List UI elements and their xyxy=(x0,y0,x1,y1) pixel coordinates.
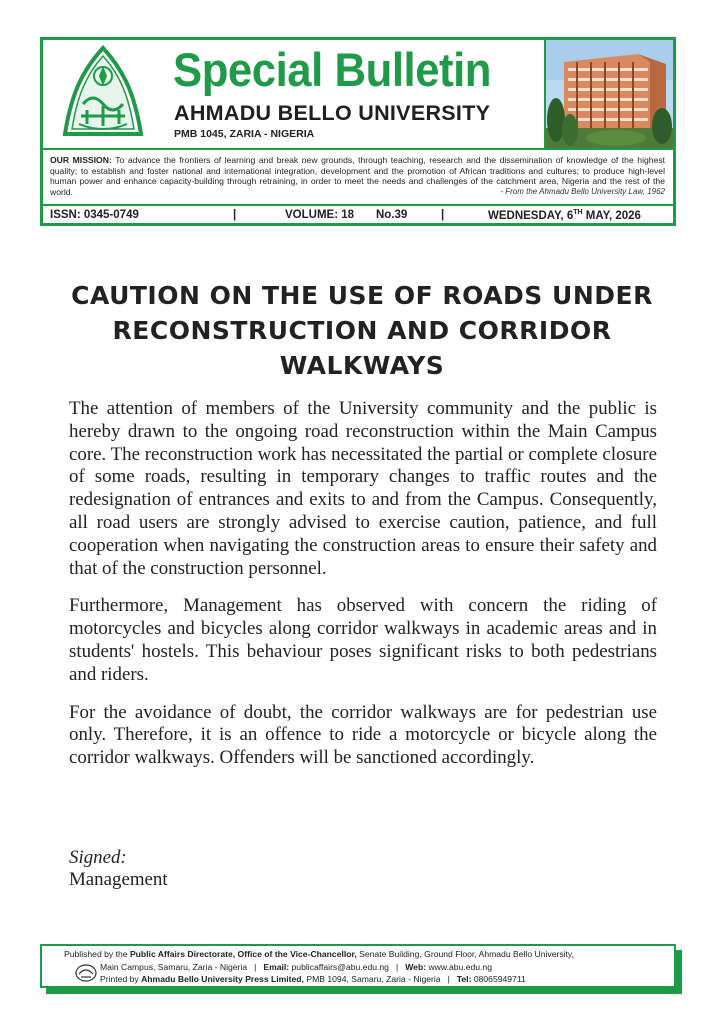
date-day: WEDNESDAY, 6 xyxy=(488,209,574,222)
article-paragraph: The attention of members of the University community and the public is hereby drawn to the ongoing road reconstruction within the Main Campus core. The reconstruction work has necessitated the partial or complete closure of some roads, resulting in temporary changes to traffic routes and the redesignation of entrances and exits to and from the Campus. Consequently, all road users are strongly advised to exercise caution, patience, and full cooperation when navigating the construction areas to ensure their safety and that of the construction personnel. xyxy=(69,398,657,579)
issn: ISSN: 0345-0749 xyxy=(50,209,139,221)
mission-label: OUR MISSION: xyxy=(50,155,112,165)
press-logo-icon xyxy=(74,962,98,984)
footer-divider: | xyxy=(447,974,450,984)
masthead-top xyxy=(43,40,673,148)
article-body xyxy=(69,398,657,785)
footer-printed-prefix: Printed by xyxy=(100,974,142,984)
issue-date xyxy=(488,209,641,222)
footer-printer: Ahmadu Bello University Press Limited, xyxy=(141,974,304,984)
signed-by: Management xyxy=(69,869,168,890)
issue-divider: | xyxy=(233,209,237,221)
date-month-year: MAY, 2026 xyxy=(582,209,641,222)
footer-published-address: Senate Building, Ground Floor, Ahmadu Bello University, xyxy=(356,949,574,959)
footer xyxy=(40,944,676,988)
article-paragraph: For the avoidance of doubt, the corridor walkways are for pedestrian use only. Therefore, it is an offence to ride a motorcycle or bicycle along the corridor walkways. Offenders will be sanctioned accordingly. xyxy=(69,701,657,769)
article-headline: CAUTION ON THE USE OF ROADS UNDER RECONSTRUCTION AND CORRIDOR WALKWAYS xyxy=(71,281,653,380)
footer-email: publicaffairs@abu.edu.ng xyxy=(289,962,389,972)
footer-published-prefix: Published by the xyxy=(64,949,130,959)
signature-block xyxy=(69,847,168,891)
university-logo-icon xyxy=(53,44,153,144)
university-name: AHMADU BELLO UNIVERSITY xyxy=(174,101,491,125)
date-suffix-sup: TH xyxy=(573,209,583,216)
building-photo-image xyxy=(546,40,673,148)
footer-web-label: Web: xyxy=(405,962,427,972)
university-address: PMB 1045, ZARIA - NIGERIA xyxy=(174,128,315,140)
footer-tel-label: Tel: xyxy=(456,974,472,984)
footer-contact-line xyxy=(100,962,492,972)
article-paragraph: Furthermore, Management has observed with concern the riding of motorcycles and bicycles along corridor walkways in academic areas and in students' hostels. This behaviour poses significant risks to both pedestrians and riders. xyxy=(69,595,657,685)
issue-info-bar xyxy=(43,204,673,223)
footer-divider: | xyxy=(254,962,257,972)
signed-label: Signed: xyxy=(69,847,127,868)
mission-statement xyxy=(43,150,673,197)
footer-published-line xyxy=(64,949,574,959)
footer-tel: 08065949711 xyxy=(471,974,526,984)
footer-campus: Main Campus, Samaru, Zaria - Nigeria xyxy=(100,962,248,972)
building-photo xyxy=(544,40,673,148)
mission-text: To advance the frontiers of learning and break new grounds, through teaching, research and the dissemination of knowledge of the highest quality; to establish and foster national and international integration, development and the promotion of African traditions and cultures; to produce high-level human power and enhance capacity-building through retraining, in order to meet the needs and challenges of the catchment area, Nigeria and the rest of the world. xyxy=(50,155,666,197)
footer-published-office: Public Affairs Directorate, Office of the Vice-Chancellor, xyxy=(129,949,357,959)
footer-printed-line xyxy=(100,974,526,984)
masthead xyxy=(40,37,676,226)
mission-section xyxy=(43,148,673,204)
issue-divider: | xyxy=(441,209,445,221)
mission-source: - From the Ahmadu Bello University Law, 1962 xyxy=(500,186,665,196)
volume: VOLUME: 18 xyxy=(285,209,355,221)
footer-web: www.abu.edu.ng xyxy=(426,962,492,972)
footer-divider: | xyxy=(395,962,399,972)
footer-printer-address: PMB 1094, Samaru, Zaria - Nigeria xyxy=(303,974,441,984)
issue-number: No.39 xyxy=(376,209,408,221)
footer-email-label: Email: xyxy=(263,962,290,972)
bulletin-title: Special Bulletin xyxy=(173,43,492,96)
